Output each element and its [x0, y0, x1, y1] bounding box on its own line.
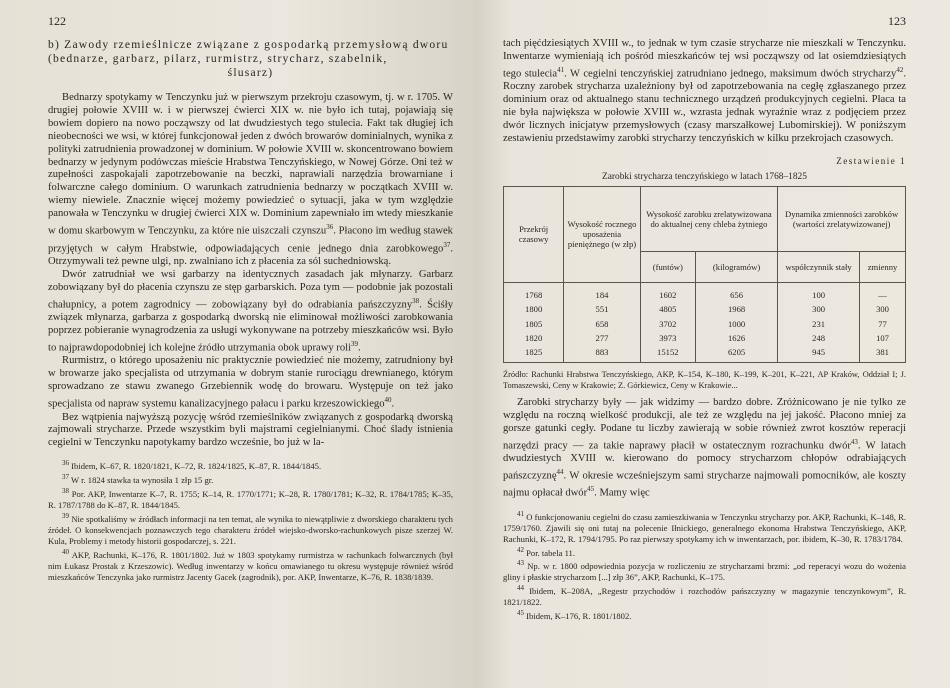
footnote-text: O funkcjonowaniu cegielni do czasu zamieszkiwania w Tenczynku strycharzy por. AKP, Rachunki, K–148, R. 1759/1760. Zjawili się oni tutaj na polecenie Iłnickiego, generalnego ekonoma Hrabstwa Tenczyńskiego, AKP, Rachunki, K–172, R. 1794/1795. Po raz pierwszy spotykamy ich w inwentarzach, por. ibidem, K–30, R. 1783/1784.: [503, 511, 906, 544]
table-cell: 15152: [640, 345, 695, 362]
table-row: [504, 317, 906, 331]
footnote-text: Nie spotkaliśmy w źródłach informacji na ten temat, ale wynika to niewątpliwie z dworskiego charakteru tych źródeł. O konsekwencjach poznawczych tego charakteru źródeł wiejsko-dworsko-rachunkowych pisze szerzej W. Kula, Problemy i metody historii gospodarczej, s. 221.: [48, 513, 453, 546]
text: Rurmistrz, o którego uposażeniu nic praktycznie powiedzieć nie możemy, zatrudniony był w browarze jako specjalista od utrzymania w dobrym stanie rurociągu drewnianego, którym sprowadzano ze stawu zwanego Grzebiennik wodę do browaru. Występuje on też jako specjalista od napraw systemu kanalizacyjnego pałacu i parku krzeszowickiego: [48, 355, 453, 410]
table-cell: 1820: [504, 331, 564, 345]
footnote-number: 42: [517, 545, 524, 554]
table-cell: 945: [778, 345, 860, 362]
table-cell: 1768: [504, 282, 564, 302]
right-page: [475, 0, 950, 688]
text: Dwór zatrudniał we wsi garbarzy na identycznych zasadach jak młynarzy. Garbarz zobowiązany był do płacenia czynszu ze stęp garbarskich. Poza tym — podobnie jak pozostali chałupnicy, a potem zagrodnicy — zobowiązany był do odrabiania pańszczyzny: [48, 268, 453, 311]
paragraph-bednarze: [48, 92, 453, 269]
table-cell: 4805: [640, 302, 695, 316]
heading-line-1: b) Zawody rzemieślnicze związane z gospodarką przemysłową: [48, 38, 409, 51]
text: Zarobki strycharzy były — jak widzimy — bardzo dobre. Zróżnicowano je nie tylko ze względu na roczną wielkość produkcji, ale też ze względu na jej jakość. Płacono mniej za gorsze gatunki cegły. Podane tu liczby zawierają w sobie również zwrot kosztów reperacji narzędzi pracy — za takie naprawy płacił w ostatecznym rozrachunku dwór: [503, 396, 906, 452]
table-cell: 381: [860, 345, 906, 362]
table-cell: 883: [564, 345, 640, 362]
table-cell: 77: [860, 317, 906, 331]
text: tach pięćdziesiątych XVIII w., to jednak w tym czasie strycharze nie mieszkali w Tenczynku. Inwentarze wymieniają ich pośród mieszkańców tej wsi począwszy od lat osiemdziesiątych tego stulecia: [503, 38, 906, 80]
table-label: Zestawienie 1: [836, 155, 906, 166]
table-title: Zarobki strycharza tenczyńskiego w latach 1768–1825: [602, 171, 807, 182]
header-cell: (funtów): [640, 251, 695, 282]
heading-line-2: dworu (bednarze, garbarz, pilarz, rurmistrz, strycharz, szabelnik,: [48, 38, 449, 65]
footnote: [48, 472, 453, 486]
footnote: [48, 458, 453, 472]
text: . W okresie wcześniejszym sami strycharze najmowali pomocników, ale koszty najmu opłacał dwór: [503, 470, 906, 499]
footnote-ref: 36: [326, 223, 334, 232]
header-cell: zmienny: [860, 251, 906, 282]
footnote-ref: 43: [850, 437, 858, 446]
table-cell: 3973: [640, 331, 695, 345]
section-heading: [48, 38, 453, 80]
text: . Ściśły związek młynarza, garbarza z gospodarką dworską nie eliminował możliwości zarobkowania poprzez pobieranie wynagrodzenia za usługi wykonywane na potrzeby mieszkańców wsi. Było to najprawdopodobniej ich kolejne źródło utrzymania obok uprawy roli: [48, 299, 454, 354]
table-cell: 100: [778, 282, 860, 302]
footnote-ref: 44: [556, 467, 564, 476]
table-cell: 248: [778, 331, 860, 345]
footnote-number: 37: [62, 473, 69, 482]
page-number: 122: [48, 14, 66, 28]
footnote-text: Por. AKP, Inwentarze K–7, R. 1755; K–14, R. 1770/1771; K–28, R. 1780/1781; K–32, R. 1784/1785; K–35, R. 1787/1788 do K–87, R. 1844/1845.: [48, 488, 453, 510]
footnote-ref: 42: [896, 65, 904, 74]
footnote-text: Ibidem, K–67, R. 1820/1821, K–72, R. 1824/1825, K–87, R. 1844/1845.: [71, 461, 322, 472]
paragraph-strycharze: [48, 412, 453, 451]
footnote: [503, 558, 906, 583]
table-cell: 1825: [504, 345, 564, 362]
footnote-number: 45: [517, 609, 524, 618]
text: . W latach dwudziestych XVIII w. kierowano do pomocy strycharzom chłopów odrabiających pańszczyznę: [503, 440, 906, 482]
footnotes: [503, 509, 906, 622]
table-cell: 551: [564, 302, 640, 316]
footnote-ref: 38: [412, 296, 420, 305]
table-row: [504, 302, 906, 316]
footnote: [48, 511, 453, 547]
footnote-ref: 45: [587, 485, 595, 494]
table-cell: 656: [695, 282, 777, 302]
heading-line-3: ślusarz): [227, 66, 274, 79]
table-cell: 658: [564, 317, 640, 331]
text: Bez wątpienia najwyższą pozycję wśród rzemieślników związanych z gospodarką dworską zajmowali strycharze. Przede wszystkim byli majstrami cegielnianymi. Choć ślady istnienia cegielni w Tenczynku napotykamy bardzo wcześnie, bo już w la-: [48, 411, 453, 449]
footnote-ref: 41: [557, 65, 565, 74]
footnote-number: 43: [517, 559, 524, 568]
footnote-text: Ibidem, K–176, R. 1801/1802.: [526, 611, 632, 622]
footnote-separator: [503, 501, 906, 509]
header-cell: Dynamika zmienności zarobków (wartości zrelatywizowanej): [778, 186, 906, 251]
footnote-number: 36: [62, 459, 69, 468]
footnote-number: 40: [62, 547, 69, 556]
footnote-separator: [48, 450, 453, 458]
earnings-table: [503, 186, 906, 363]
footnote: [48, 486, 453, 511]
table-cell: 1800: [504, 302, 564, 316]
table-source: Źródło: Rachunki Hrabstwa Tenczyńskiego, AKP, K–154, K–180, K–199, K–201, K–221, AP Kraków, Oddział I; J. Tomaszewski, Ceny w Krakowie; Z. Górkiewicz, Ceny w Krakowie...: [503, 369, 906, 390]
text: . Mamy więc: [594, 487, 650, 499]
footnote: [503, 608, 906, 622]
footnote: [503, 545, 906, 559]
text: . Roczny zarobek strycharza uzależniony był od zapotrzebowania na cegłę zgłaszanego przez dominium oraz od aktualnego stanu technicznego urządzeń produkcyjnych cegielni. Płaca ta nie była największa w połowie XVIII w., wzrasta jednak wyraźnie wraz z podjęciem przez dwór licznych inicjatyw przemysłowych (czasy marszałkowej Lubomirskiej). W poniższym zestawieniu przedstawimy zarobki strycharzy tenczyńskich w kilku przekrojach czasowych.: [503, 68, 907, 144]
table-cell: 1968: [695, 302, 777, 316]
footnote: [48, 547, 453, 583]
text: Bednarzy spotykamy w Tenczynku już w pierwszym przekroju czasowym, tj. w r. 1705. W drugiej połowie XVIII w. i w pierwszej ćwierci XIX w. nie było ich tutaj, pojawiają się bowiem dopiero na nowo począwszy od lat dwudziestych tego stulecia. Fakt tak długiej ich nieobecności we wsi, w której funkcjonował jeden z dwóch browarów dominialnych, wynika z polityki zatrudnienia prowadzonej w dominium. W połowie XVIII w. skoncentrowano bowiem bednarzy w jedynym podówczas mieście Hrabstwa Tenczyńskiego, w Nowej Górze. Oni też w zupełności zaspokajali zapotrzebowanie na beczki, naprawiali narzędzia browarniane i folwarczne całego dominium. O warunkach zatrudnienia bednarzy w początkach XVIII w. wiemy niewiele. Znacznie więcej możemy powiedzieć o sytuacji, jaka w tym względzie panowała w Tenczynku w drugiej ćwierci XIX w. Dominium zapewniało im wtedy mieszkanie w domu skarbowym w Tenczynku, za które nie uiszczali czynszu: [48, 92, 453, 237]
footnote-number: 38: [62, 486, 69, 495]
page-number: 123: [888, 14, 906, 28]
footnote-ref: 37: [443, 240, 451, 249]
header-cell: Wysokość rocznego uposażenia pieniężnego (w złp): [564, 186, 640, 282]
table-cell: 1602: [640, 282, 695, 302]
text: . Otrzymywali też pewne ulgi, np. zwalniano ich z płacenia za sól suchedniowską.: [48, 243, 453, 267]
header-cell: Przekrój czasowy: [504, 186, 564, 282]
table-cell: 300: [860, 302, 906, 316]
table-cell: 277: [564, 331, 640, 345]
footnote-text: AKP, Rachunki, K–176, R. 1801/1802. Już w 1803 spotykamy rurmistrza w rachunkach folwarcznych (był nim Łukasz Prostak z Krzeszowic). Według inwentarzy w końcu omawianego tu okresu występuje również wśród mieszkańców Tenczynka jako rurmistrz Jacenty Gacek (zagrodnik), por. AKP, Inwentarze, K–76, R. 1838/1839.: [48, 549, 453, 582]
table-cell: 184: [564, 282, 640, 302]
table-cell: 1805: [504, 317, 564, 331]
footnote-number: 44: [517, 584, 524, 593]
table-row: [504, 331, 906, 345]
footnote-text: Por. tabela 11.: [526, 547, 576, 558]
footnote-ref: 39: [351, 339, 359, 348]
table-cell: 1626: [695, 331, 777, 345]
footnote-text: W r. 1824 stawka ta wynosiła 1 złp 15 gr.: [71, 474, 214, 485]
footnotes: [48, 458, 453, 582]
table-cell: 3702: [640, 317, 695, 331]
table-row: [504, 282, 906, 302]
header-cell: Wysokość zarobku zrelatywizowana do aktualnej ceny chleba żytniego: [640, 186, 778, 251]
text: . Płacono im według stawek przyjętych w całym Hrabstwie, odpowiadających cenie jednego dnia zarobkowego: [48, 225, 453, 255]
table-cell: —: [860, 282, 906, 302]
paragraph-zarobki: [503, 397, 906, 501]
table-cell: 300: [778, 302, 860, 316]
paragraph-garbarze: Dwór zatrudniał we wsi garbarzy na identycznych zasadach jak młynarzy. Garbarz zobowiązany był do płacenia czynszu ze stęp garbarskich. Poza tym — podobnie jak pozostali chałupnicy, a potem zagrodnicy — zobowiązany był do odrabiania pańszczyzny$^{38}$. Ściśły związek młynarza, garbarza z gospodarką dworską nie eliminował możliwości zarobkowania poprzez pobieranie wynagrodzenia za usługi wykonywane na potrzeby mieszkańców wsi. Było to najprawdopodobniej ich kolejne źródło utrzymania obok uprawy roli$^{39}$.: [48, 268, 454, 354]
table-cell: 1000: [695, 317, 777, 331]
paragraph-cegielnia: [503, 38, 906, 146]
footnote-number: 41: [517, 509, 524, 518]
table-cell: 107: [860, 331, 906, 345]
footnote-number: 39: [62, 511, 69, 520]
paragraph-rurmistrz: Rurmistrz, o którego uposażeniu nic praktycznie powiedzieć nie możemy, zatrudniony był w browarze jako specjalista od utrzymania w dobrym stanie rurociągu drewnianego, którym sprowadzano ze stawu zwanego Grzebiennik wodę do browaru. Występuje on też jako specjalista od napraw systemu kanalizacyjnego pałacu i parku krzeszowickiego$^{40}$.: [48, 355, 453, 410]
header-cell: współczynnik stały: [778, 251, 860, 282]
footnote-ref: 40: [384, 396, 392, 405]
table-cell: 231: [778, 317, 860, 331]
footnote: [503, 583, 906, 608]
table-row: [504, 345, 906, 362]
footnote: [503, 509, 906, 545]
header-cell: (kilogramów): [695, 251, 777, 282]
text: . W cegielni tenczyńskiej zatrudniano jednego, maksimum dwóch strycharzy: [564, 68, 897, 80]
footnote-text: Ibidem, K–208A, „Regestr przychodów i rozchodów pańszczyzny w magazynie tenczynkowym”, R. 1821/1822.: [503, 586, 906, 608]
footnote-text: Np. w r. 1800 odpowiednia pozycja w rozliczeniu ze strycharzami brzmi: „od reperacyi wozu do wożenia gliny i płaskie strycharzom [...] złp 36”, AKP, Rachunki, K–175.: [503, 561, 907, 583]
table-cell: 6205: [695, 345, 777, 362]
